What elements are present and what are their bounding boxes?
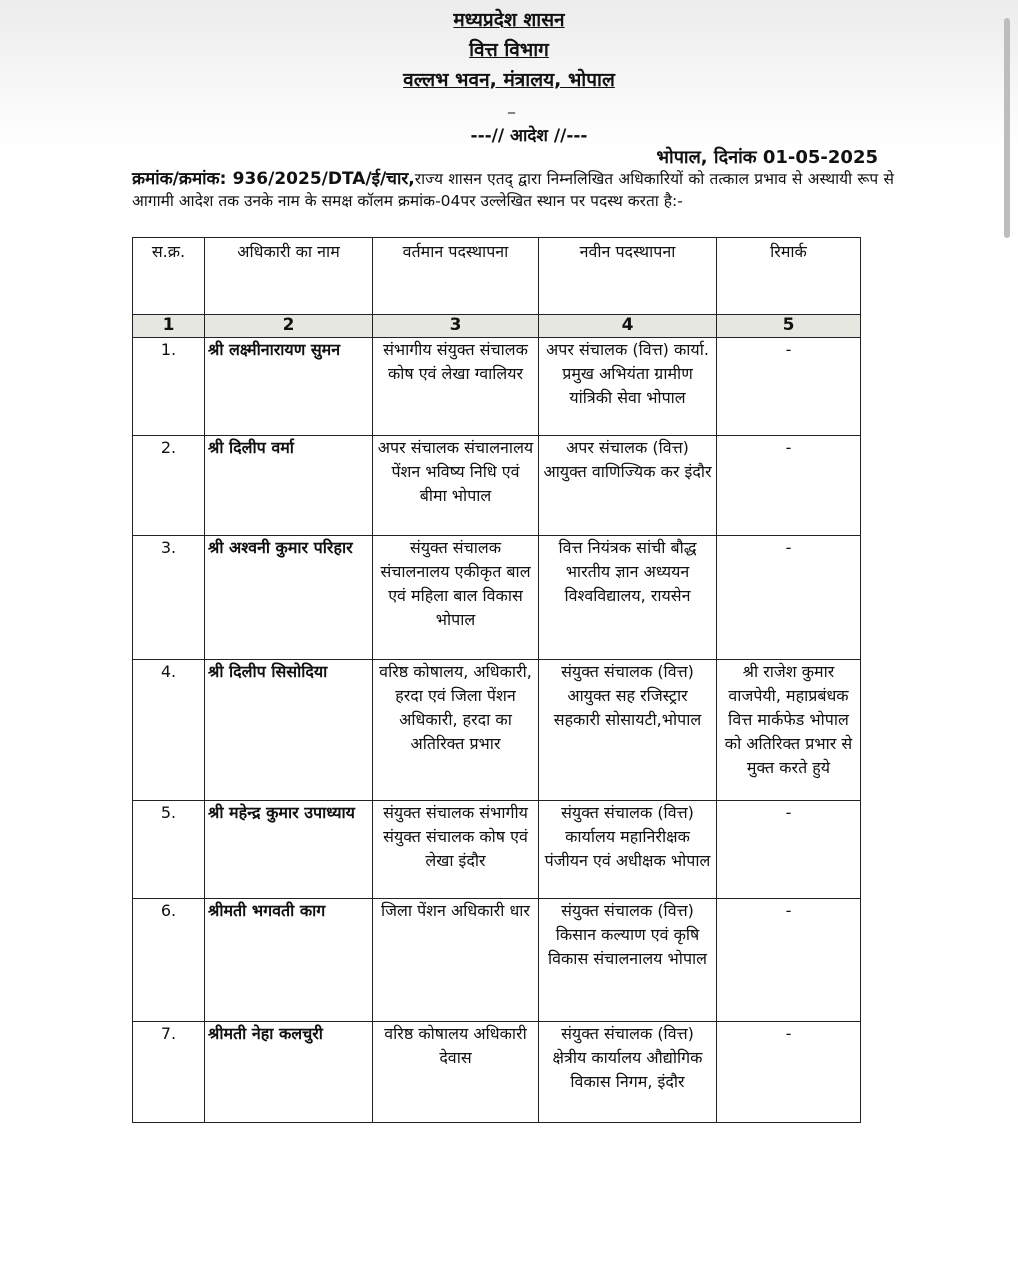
table-row [133, 801, 861, 899]
current-posting-cell: अपर संचालक संचालनालय पेंशन भविष्य निधि एवं बीमा भोपाल [373, 436, 539, 536]
new-posting-cell: अपर संचालक (वित्त) कार्या. प्रमुख अभियंता ग्रामीण यांत्रिकी सेवा भोपाल [539, 338, 717, 436]
serial-cell: 1. [133, 338, 205, 436]
current-posting-cell: वरिष्ठ कोषालय, अधिकारी, हरदा एवं जिला पेंशन अधिकारी, हरदा का अतिरिक्त प्रभार [373, 660, 539, 801]
current-posting-cell: जिला पेंशन अधिकारी धार [373, 899, 539, 1022]
column-number: 1 [133, 315, 205, 338]
officer-name-cell: श्री दिलीप सिसोदिया [205, 660, 373, 801]
new-posting-cell: संयुक्त संचालक (वित्त) आयुक्त सह रजिस्ट्रार सहकारी सोसायटी,भोपाल [539, 660, 717, 801]
new-posting-cell: अपर संचालक (वित्त) आयुक्त वाणिज्यिक कर इंदौर [539, 436, 717, 536]
header-cell: रिमार्क [717, 238, 861, 315]
date-line: भोपाल, दिनांक 01-05-2025 [656, 147, 878, 168]
current-posting-cell: वरिष्ठ कोषालय अधिकारी देवास [373, 1022, 539, 1123]
officer-name-cell: श्री दिलीप वर्मा [205, 436, 373, 536]
column-number: 5 [717, 315, 861, 338]
serial-cell: 6. [133, 899, 205, 1022]
remark-cell: - [717, 436, 861, 536]
current-posting-cell: संयुक्त संचालक संचालनालय एकीकृत बाल एवं महिला बाल विकास भोपाल [373, 536, 539, 660]
new-posting-cell: संयुक्त संचालक (वित्त) कार्यालय महानिरीक्षक पंजीयन एवं अधीक्षक भोपाल [539, 801, 717, 899]
officer-name-cell: श्रीमती नेहा कलचुरी [205, 1022, 373, 1123]
table-header-row [133, 238, 861, 315]
new-posting-cell: संयुक्त संचालक (वित्त) क्षेत्रीय कार्यालय औद्योगिक विकास निगम, इंदौर [539, 1022, 717, 1123]
intro-paragraph [132, 168, 894, 212]
table-row [133, 1022, 861, 1123]
officer-name-cell: श्रीमती भगवती काग [205, 899, 373, 1022]
column-number: 2 [205, 315, 373, 338]
order-title: ---// आदेश //--- [470, 126, 588, 146]
table-row [133, 899, 861, 1022]
department-title: वित्त विभाग [469, 39, 549, 61]
table-row [133, 660, 861, 801]
serial-cell: 3. [133, 536, 205, 660]
current-posting-cell: संभागीय संयुक्त संचालक कोष एवं लेखा ग्वालियर [373, 338, 539, 436]
current-posting-cell: संयुक्त संचालक संभागीय संयुक्त संचालक कोष एवं लेखा इंदौर [373, 801, 539, 899]
serial-cell: 5. [133, 801, 205, 899]
remark-cell: श्री राजेश कुमार वाजपेयी, महाप्रबंधक वित्त मार्कफेड भोपाल को अतिरिक्त प्रभार से मुक्त करते हुये [717, 660, 861, 801]
column-number-row [133, 315, 861, 338]
remark-cell: - [717, 899, 861, 1022]
posting-table [132, 237, 861, 1123]
govt-title: मध्यप्रदेश शासन [453, 9, 565, 31]
remark-cell: - [717, 338, 861, 436]
remark-cell: - [717, 536, 861, 660]
header-cell: अधिकारी का नाम [205, 238, 373, 315]
intro-text: राज्य शासन एतद् द्वारा निम्नलिखित अधिकारियों को तत्काल प्रभाव से अस्थायी रूप से आगामी आदेश तक उनके नाम के समक्ष कॉलम क्रमांक-04पर उल्लेखित स्थान पर पदस्थ करता है:- [132, 170, 894, 210]
address-title: वल्लभ भवन, मंत्रालय, भोपाल [403, 69, 615, 91]
table-row [133, 536, 861, 660]
header-cell: नवीन पदस्थापना [539, 238, 717, 315]
serial-cell: 4. [133, 660, 205, 801]
table-row [133, 436, 861, 536]
column-number: 3 [373, 315, 539, 338]
remark-cell: - [717, 1022, 861, 1123]
serial-cell: 7. [133, 1022, 205, 1123]
header-cell: वर्तमान पदस्थापना [373, 238, 539, 315]
header-cell: स.क्र. [133, 238, 205, 315]
new-posting-cell: वित्त नियंत्रक सांची बौद्ध भारतीय ज्ञान अध्ययन विश्वविद्यालय, रायसेन [539, 536, 717, 660]
header-dash: _ [508, 98, 515, 114]
officer-name-cell: श्री महेन्द्र कुमार उपाध्याय [205, 801, 373, 899]
new-posting-cell: संयुक्त संचालक (वित्त) किसान कल्याण एवं कृषि विकास संचालनालय भोपाल [539, 899, 717, 1022]
remark-cell: - [717, 801, 861, 899]
order-reference: क्रमांक/क्रमांक: 936/2025/DTA/ई/चार, [132, 169, 415, 189]
table-row [133, 338, 861, 436]
serial-cell: 2. [133, 436, 205, 536]
officer-name-cell: श्री लक्ष्मीनारायण सुमन [205, 338, 373, 436]
officer-name-cell: श्री अश्वनी कुमार परिहार [205, 536, 373, 660]
column-number: 4 [539, 315, 717, 338]
